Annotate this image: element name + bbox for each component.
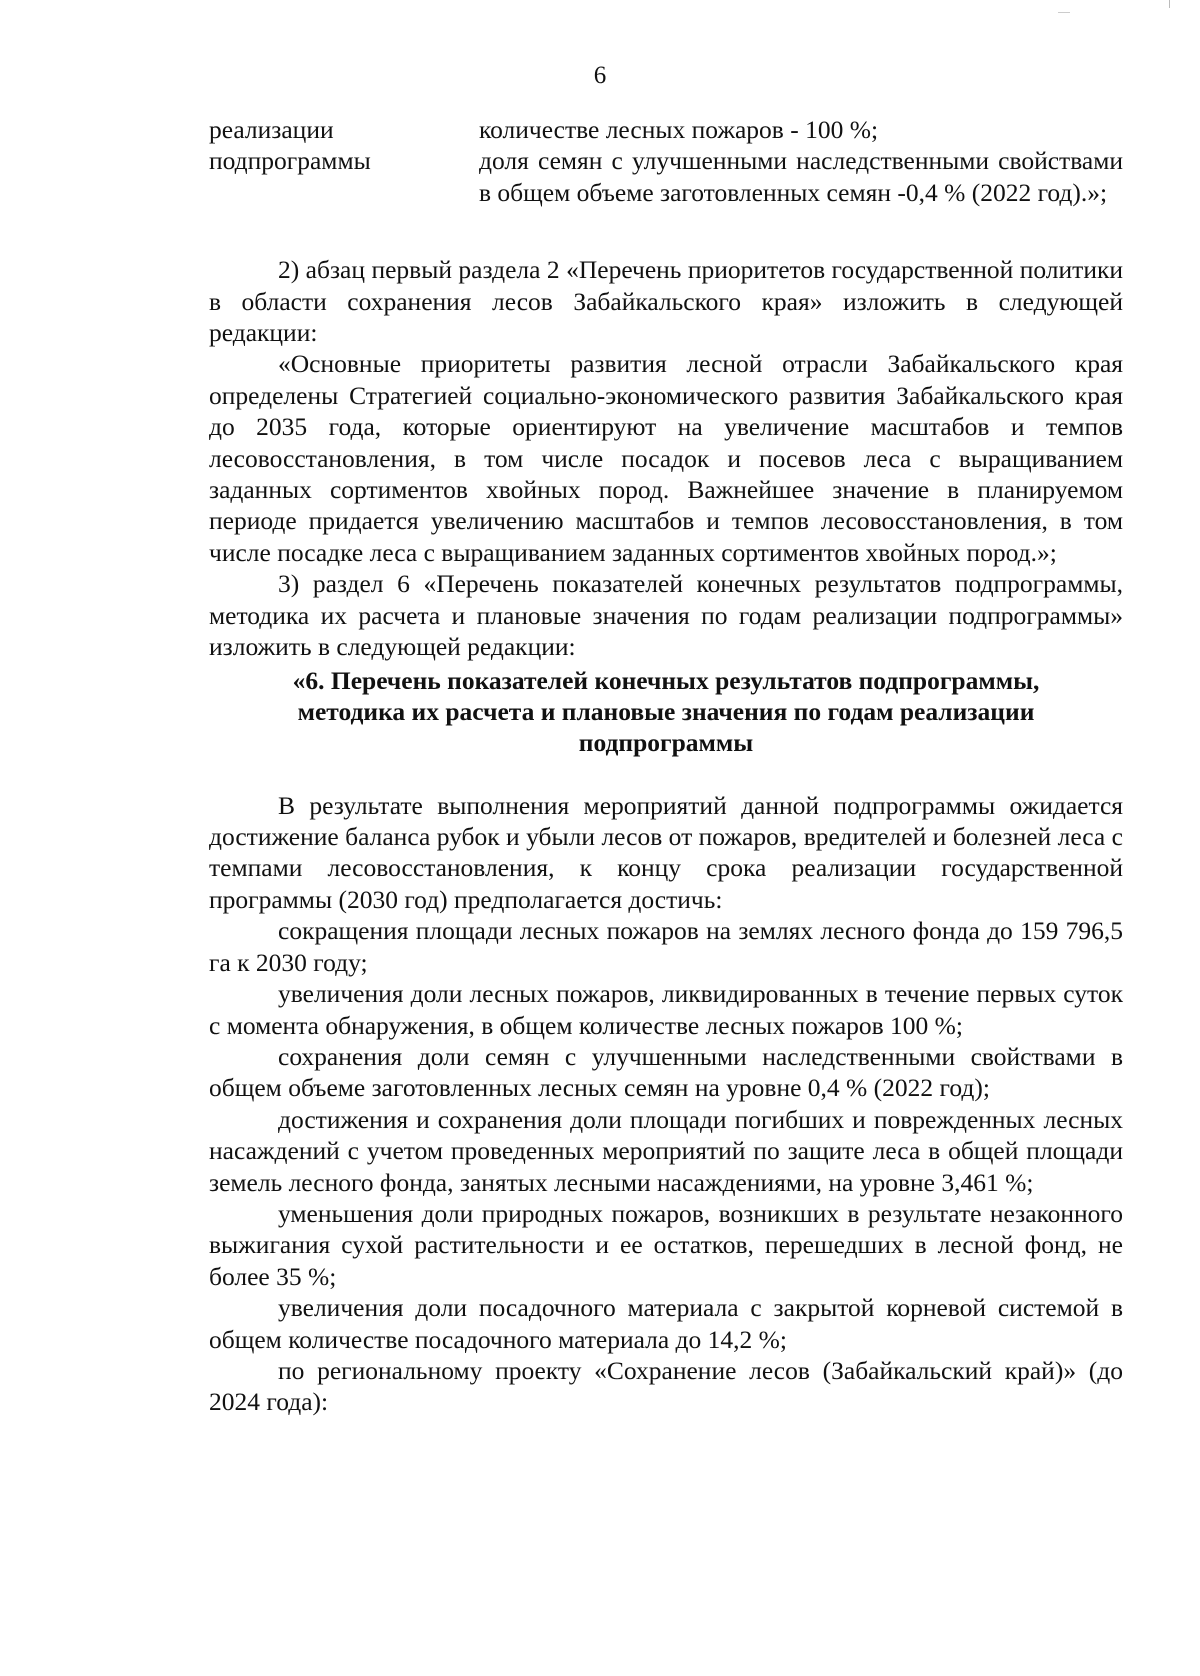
quoted-paragraph: «Основные приоритеты развития лесной отрасли Забайкальского края определены Стратегией социально-экономического развития Забайкальского края до 2035 года, которые ориентируют на увеличение масштабов и темпов лесовосстановления, в том числе посадок и посевов леса с выращиванием заданных сортиментов хвойных пород. Важнейшее значение в планируемом периоде придается увеличению масштабов и темпов лесовосстановления, в том числе посадке леса с выращиванием заданных сортиментов хвойных пород.»; (209, 349, 1123, 567)
result-item: по региональному проекту «Сохранение лесов (Забайкальский край)» (до 2024 года): (209, 1355, 1123, 1417)
scan-edge-mark (1058, 12, 1070, 13)
body-paragraph: В результате выполнения мероприятий данной подпрограммы ожидается достижение баланса рубок и убыли лесов от пожаров, вредителей и болезней леса с темпами лесовосстановления, к концу срока реализации государственной программы (2030 год) предполагается достичь: (209, 790, 1123, 914)
passport-row-label-line: реализации (209, 115, 334, 144)
spacer (209, 759, 1123, 790)
amendment-paragraph: 2) абзац первый раздела 2 «Перечень приоритетов государственной политики в области сохранения лесов Забайкальского края» изложить в следующей редакции: (209, 255, 1123, 348)
passport-table-row (209, 114, 1123, 208)
passport-row-value (479, 114, 1123, 208)
result-item: сохранения доли семян с улучшенными наследственными свойствами в общем объеме заготовленных лесных семян на уровне 0,4 % (2022 год); (209, 1041, 1123, 1103)
spacer (209, 208, 1123, 254)
section-heading-line: подпрограммы (578, 728, 754, 758)
section-heading-line: методика их расчета и плановые значения по годам реализации (297, 696, 1035, 726)
result-item: уменьшения доли природных пожаров, возникших в результате незаконного выжигания сухой растительности и ее остатков, перешедших в лесной фонд, не более 35 %; (209, 1198, 1123, 1291)
result-item: увеличения доли посадочного материала с закрытой корневой системой в общем количестве посадочного материала до 14,2 %; (209, 1293, 1123, 1354)
result-item: сокращения площади лесных пожаров на землях лесного фонда до 159 796,5 га к 2030 году; (209, 916, 1123, 977)
passport-row-value-line: количестве лесных пожаров - 100 %; (479, 115, 879, 144)
passport-row-label (209, 114, 479, 177)
passport-row-label-line: подпрограммы (209, 146, 371, 176)
result-item: достижения и сохранения доли площади погибших и поврежденных лесных насаждений с учетом проведенных мероприятий по защите леса в общей площади земель лесного фонда, занятых лесными насаждениями, на уровне 3,461 %; (209, 1104, 1123, 1197)
section-heading-line: «6. Перечень показателей конечных результатов подпрограммы, (292, 665, 1040, 695)
passport-row-value-line: доля семян с улучшенными наследственными свойствами в общем объеме заготовленных семян -0,4 % (2022 год).»; (479, 146, 1123, 207)
document-body (209, 114, 1123, 1418)
section-heading (209, 665, 1123, 759)
scan-edge-mark (1169, 0, 1170, 8)
page-number: 6 (593, 62, 607, 89)
amendment-paragraph: 3) раздел 6 «Перечень показателей конечных результатов подпрограммы, методика их расчета и плановые значения по годам реализации подпрограммы» изложить в следующей редакции: (209, 569, 1123, 662)
result-item: увеличения доли лесных пожаров, ликвидированных в течение первых суток с момента обнаружения, в общем количестве лесных пожаров 100 %; (209, 979, 1123, 1040)
